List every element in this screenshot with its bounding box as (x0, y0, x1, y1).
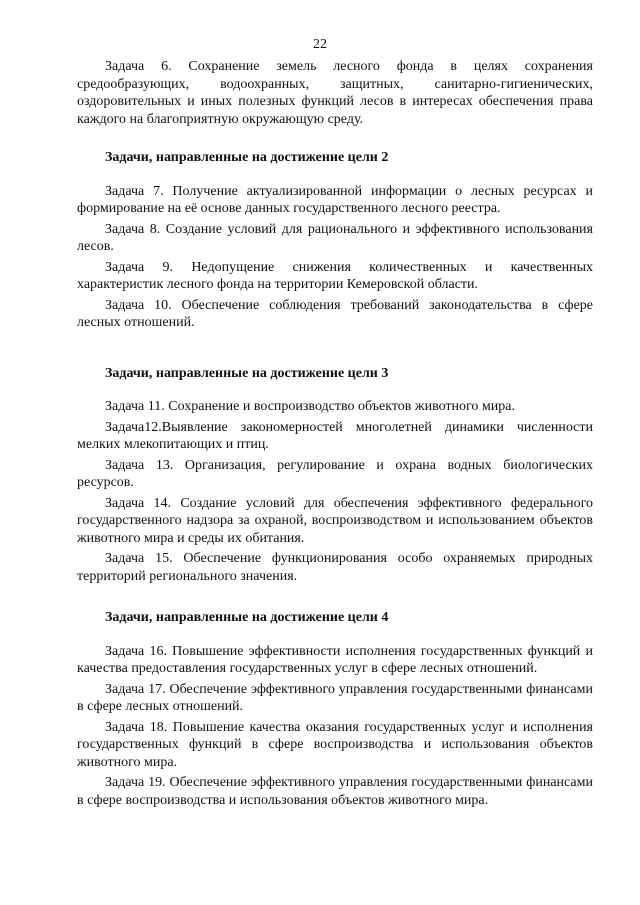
task-18-paragraph: Задача 18. Повышение качества оказания государственных услуг и исполнения государственных функций в сфере воспроизводства и использования объектов животного мира. (77, 719, 593, 770)
task-17-paragraph: Задача 17. Обеспечение эффективного управления государственными финансами в сфере лесных отношений. (77, 681, 593, 714)
task-7-paragraph: Задача 7. Получение актуализированной информации о лесных ресурсах и формирование на её основе данных государственного лесного реестра. (77, 183, 593, 216)
task-9-paragraph: Задача 9. Недопущение снижения количественных и качественных характеристик лесного фонда на территории Кемеровской области. (77, 259, 593, 292)
goal-2-heading: Задачи, направленные на достижение цели 2 (105, 150, 389, 165)
task-10-paragraph: Задача 10. Обеспечение соблюдения требований законодательства в сфере лесных отношений. (77, 297, 593, 330)
task-11-paragraph: Задача 11. Сохранение и воспроизводство объектов животного мира. (105, 399, 515, 414)
goal-3-heading: Задачи, направленные на достижение цели 3 (105, 365, 389, 381)
task-15-paragraph: Задача 15. Обеспечение функционирования особо охраняемых природных территорий регионального значения. (77, 551, 593, 584)
task-13-paragraph: Задача 13. Организация, регулирование и охрана водных биологических ресурсов. (77, 457, 593, 490)
goal-4-heading: Задачи, направленные на достижение цели 4 (105, 610, 389, 625)
task-8-paragraph: Задача 8. Создание условий для рационального и эффективного использования лесов. (77, 221, 593, 254)
task-12-paragraph: Задача12.Выявление закономерностей многолетней динамики численности мелких млекопитающих и птиц. (77, 419, 593, 452)
task-19-paragraph: Задача 19. Обеспечение эффективного управления государственными финансами в сфере воспроизводства и использования объектов животного мира. (77, 775, 593, 808)
page-number: 22 (313, 37, 327, 52)
document-body (77, 58, 593, 809)
task-14-paragraph: Задача 14. Создание условий для обеспечения эффективного федерального государственного надзора за охраной, воспроизводством и использованием объектов животного мира и среды их обитания. (77, 495, 593, 546)
task-16-paragraph: Задача 16. Повышение эффективности исполнения государственных функций и качества предоставления государственных услуг в сфере лесных отношений. (77, 643, 593, 676)
task-6-paragraph: Задача 6. Сохранение земель лесного фонда в целях сохранения средообразующих, водоохранных, защитных, санитарно-гигиенических, оздоровительных и иных полезных функций лесов в интересах обеспечения права каждого на благоприятную окружающую среду. (77, 59, 593, 127)
